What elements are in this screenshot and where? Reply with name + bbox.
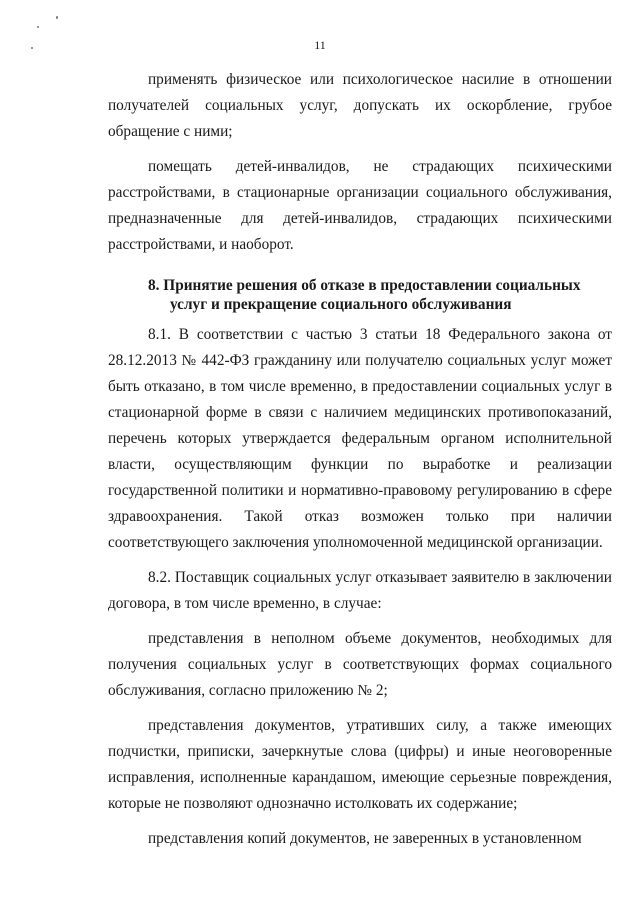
- section-heading-line-1: 8. Принятие решения об отказе в предоставлении социальных: [148, 277, 581, 294]
- scan-speck: [37, 26, 39, 28]
- paragraph: применять физическое или психологическое насилие в отношении получателей социальных услуг, допускать их оскорбление, грубое обращение с ними;: [108, 71, 612, 140]
- scan-speck: [56, 16, 58, 19]
- body-text-top: [108, 67, 612, 267]
- paragraph: 8.1. В соответствии с частью 3 статьи 18 Федерального закона от 28.12.2013 № 442-ФЗ гражданину или получателю социальных услуг может быть отказано, в том числе временно, в предоставлении социальных услуг в стационарной форме в связи с наличием медицинских противопоказаний, перечень которых утверждается федеральным органом исполнительной власти, осуществляющим функции по выработке и реализации государственной политики и нормативно-правовому регулированию в сфере здравоохранения. Такой отказ возможен только при наличии соответствующего заключения уполномоченной медицинской организации.: [108, 326, 612, 551]
- paragraph: представления в неполном объеме документов, необходимых для получения социальных услуг в соответствующих формах социального обслуживания, согласно приложению № 2;: [108, 630, 612, 699]
- paragraph: представления копий документов, не заверенных в установленном: [148, 830, 582, 847]
- section-heading-line-2: услуг и прекращение социального обслуживания: [170, 296, 512, 313]
- paragraph: представления документов, утративших силу, а также имеющих подчистки, приписки, зачеркнутые слова (цифры) и иные неоговоренные исправления, исполненные карандашом, имеющие серьезные повреждения, которые не позволяют однозначно истолковать их содержание;: [108, 717, 612, 812]
- section-heading: [108, 276, 612, 323]
- page-number: 11: [314, 38, 326, 52]
- paragraph: 8.2. Поставщик социальных услуг отказывает заявителю в заключении договора, в том числе временно, в случае:: [108, 569, 612, 612]
- body-text-bottom: [108, 322, 612, 861]
- paragraph: помещать детей-инвалидов, не страдающих психическими расстройствами, в стационарные организации социального обслуживания, предназначенные для детей-инвалидов, страдающих психическими расстройствами, и наоборот.: [108, 158, 612, 253]
